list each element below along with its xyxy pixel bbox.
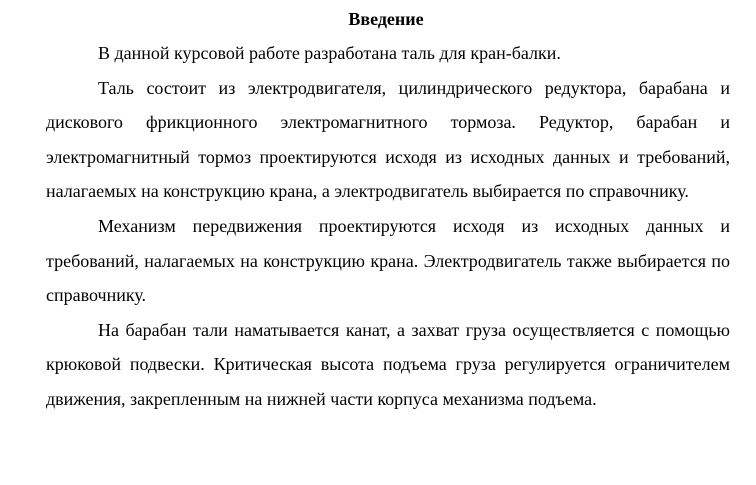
paragraph-travel-mechanism: Механизм передвижения проектируются исходя из исходных данных и требований, налагаемых на конструкцию крана. Электродвигатель также выбирается по справочнику.	[46, 215, 730, 306]
paragraph-hoist-composition: Таль состоит из электродвигателя, цилиндрического редуктора, барабана и дискового фрикционного электромагнитного тормоза. Редуктор, барабан и электромагнитный тормоз проектируются исходя из исходных данных и требований, налагаемых на конструкцию крана, а электродвигатель выбирается по справочнику.	[46, 77, 730, 202]
document-title: Введение	[348, 9, 424, 29]
paragraph-intro: В данной курсовой работе разработана таль для кран-балки.	[98, 43, 561, 63]
paragraph-drum-rope: На барабан тали наматывается канат, а захват груза осуществляется с помощью крюковой подвески. Критическая высота подъема груза регулируется ограничителем движения, закрепленным на нижней части корпуса механизма подъема.	[46, 319, 730, 409]
